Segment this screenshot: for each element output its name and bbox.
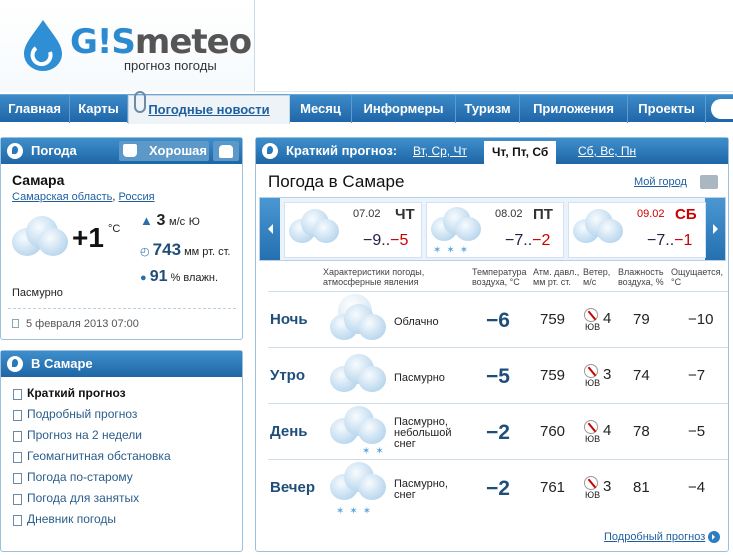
- cloud-snow-icon: [330, 460, 386, 504]
- city-menu-header: [1, 351, 242, 377]
- row-pressure: 759: [540, 311, 566, 328]
- rate-bad-button[interactable]: [213, 141, 239, 161]
- row-temperature: −2: [486, 421, 510, 444]
- print-icon[interactable]: [700, 175, 718, 189]
- current-weather-header: [1, 138, 242, 164]
- row-time: Вечер: [270, 479, 316, 496]
- current-temperature: +1: [72, 222, 104, 253]
- pressure-info: ◴ 743 мм рт. ст.: [140, 240, 231, 259]
- cloud-icon: [12, 214, 68, 260]
- logo-subtitle: прогноз погоды: [124, 58, 217, 73]
- day-date: 08.02: [495, 208, 523, 220]
- gauge-icon: ◴: [140, 246, 150, 258]
- wind-direction-icon: [584, 308, 598, 322]
- logo-wordmark: G!Smeteo: [70, 22, 252, 62]
- city-name: Самара: [12, 172, 65, 188]
- row-condition: Пасмурно: [394, 372, 445, 384]
- row-feels-like: −4: [688, 479, 706, 496]
- day-card[interactable]: [568, 202, 706, 258]
- wind-info: ▲ 3 м/с Ю: [140, 212, 200, 229]
- row-feels-like: −5: [688, 423, 706, 440]
- days-strip: [259, 197, 726, 261]
- forecast-tabs: [256, 138, 728, 164]
- wind-direction-icon: [584, 420, 598, 434]
- humidity-info: ● 91 % влажн.: [140, 268, 219, 285]
- row-time: Ночь: [270, 311, 308, 328]
- cloud-sun-icon: [330, 294, 386, 344]
- row-wind: ЮВ 3: [585, 366, 612, 388]
- tabs-label: Краткий прогноз:: [286, 143, 398, 158]
- row-pressure: 759: [540, 367, 566, 384]
- wind-direction-icon: [584, 364, 598, 378]
- paperclip-icon: [134, 91, 146, 113]
- page-title: Погода в Самаре: [268, 172, 405, 191]
- row-wind: ЮВ 4: [585, 422, 612, 444]
- city-menu-title: В Самаре: [31, 356, 93, 371]
- thumbs-down-icon: [219, 145, 233, 158]
- nav-informers[interactable]: Информеры: [352, 95, 456, 123]
- row-wind: ЮВ 3: [585, 478, 612, 500]
- nav-home[interactable]: Главная: [0, 95, 70, 123]
- next-days-arrow-icon[interactable]: [705, 198, 725, 260]
- droplet-icon: ●: [140, 272, 147, 284]
- water-drop-icon: [22, 18, 64, 72]
- menu-for-busy[interactable]: Погода для занятых: [27, 491, 140, 505]
- wind-direction-icon: [584, 476, 598, 490]
- temperature-unit: °C: [108, 223, 121, 235]
- row-pressure: 760: [540, 423, 566, 440]
- row-wind: ЮВ 4: [585, 310, 612, 332]
- snow-icon: ✶✶✶: [433, 245, 474, 256]
- table-row: [268, 403, 728, 459]
- header-banner-area: [256, 0, 733, 92]
- gismeteo-icon: [7, 356, 23, 372]
- table-row: [268, 459, 728, 525]
- main-nav: [0, 94, 733, 122]
- day-date: 07.02: [353, 208, 381, 220]
- row-pressure: 761: [540, 479, 566, 496]
- thumbs-up-icon: [123, 144, 137, 157]
- row-humidity: 81: [633, 479, 650, 496]
- menu-geomagnetic[interactable]: Геомагнитная обстановка: [27, 449, 171, 463]
- tab-sat-sun-mon[interactable]: Сб, Вс, Пн: [578, 144, 637, 158]
- tab-thu-fri-sat[interactable]: Чт, Пт, Сб: [484, 141, 556, 164]
- snow-icon: ✶✶✶: [336, 506, 377, 517]
- nav-tourism[interactable]: Туризм: [456, 95, 520, 123]
- arrow-right-icon[interactable]: [708, 531, 720, 543]
- divider: [8, 308, 236, 309]
- row-humidity: 78: [633, 423, 650, 440]
- wind-arrow-icon: ▲: [140, 213, 153, 228]
- snow-icon: ✶✶: [362, 446, 389, 457]
- prev-days-arrow-icon[interactable]: [260, 198, 280, 260]
- current-condition: Пасмурно: [12, 287, 63, 299]
- cloud-icon: [573, 207, 623, 247]
- row-feels-like: −10: [688, 311, 714, 328]
- day-temps: −7..−2: [505, 232, 551, 249]
- site-logo[interactable]: [0, 0, 255, 92]
- calendar-icon: [12, 319, 19, 328]
- row-humidity: 74: [633, 367, 650, 384]
- row-temperature: −6: [486, 309, 510, 332]
- col-header-humidity: Влажность воздуха, %: [618, 267, 664, 287]
- search-input[interactable]: [711, 99, 733, 119]
- menu-brief-forecast[interactable]: Краткий прогноз: [27, 386, 126, 400]
- row-condition: Пасмурно, снег: [394, 478, 448, 501]
- row-temperature: −2: [486, 477, 510, 500]
- my-city-link[interactable]: Мой город: [634, 176, 687, 188]
- day-weekday: ПТ: [533, 206, 553, 223]
- menu-two-weeks[interactable]: Прогноз на 2 недели: [27, 428, 143, 442]
- rate-good-button[interactable]: Хорошая: [119, 141, 209, 161]
- row-temperature: −5: [486, 365, 510, 388]
- cloud-icon: [330, 352, 386, 398]
- col-header-pressure: Атм. давл., мм рт. ст.: [533, 267, 580, 287]
- gismeteo-icon: [7, 143, 23, 159]
- row-time: День: [270, 423, 308, 440]
- col-header-desc: Характеристики погоды, атмосферные явления: [323, 267, 425, 287]
- nav-apps[interactable]: Приложения: [520, 95, 628, 123]
- day-card[interactable]: [284, 202, 422, 258]
- cloud-snow-icon: [330, 404, 386, 448]
- nav-month[interactable]: Месяц: [290, 95, 352, 123]
- gismeteo-icon: [262, 143, 278, 159]
- day-temps: −7..−1: [647, 232, 693, 249]
- nav-maps[interactable]: Карты: [70, 95, 128, 123]
- table-row: [268, 347, 728, 403]
- tab-tue-wed-thu[interactable]: Вт, Ср, Чт: [413, 144, 467, 158]
- day-card[interactable]: [426, 202, 564, 258]
- col-header-wind: Ветер, м/с: [583, 267, 611, 287]
- nav-weather-news[interactable]: Погодные новости: [128, 95, 290, 124]
- country-link[interactable]: Россия: [118, 191, 155, 203]
- row-condition: Облачно: [394, 316, 439, 328]
- current-weather-title: Погода: [31, 143, 77, 158]
- nav-projects[interactable]: Проекты: [628, 95, 706, 123]
- menu-detailed-forecast[interactable]: Подробный прогноз: [27, 407, 138, 421]
- table-row: [268, 291, 728, 347]
- day-weekday: ЧТ: [395, 206, 415, 223]
- col-header-temp: Температура воздуха, °C: [472, 267, 527, 287]
- menu-old-style[interactable]: Погода по-старому: [27, 470, 133, 484]
- row-time: Утро: [270, 367, 306, 384]
- day-date: 09.02: [637, 208, 665, 220]
- row-humidity: 79: [633, 311, 650, 328]
- cloud-snow-icon: [431, 205, 481, 245]
- row-feels-like: −7: [688, 367, 706, 384]
- menu-diary[interactable]: Дневник погоды: [27, 512, 117, 526]
- col-header-feels: Ощущается, °C: [671, 267, 724, 287]
- region-link[interactable]: Самарская область: [12, 191, 113, 203]
- region-line: Самарская область, Россия: [12, 191, 155, 203]
- day-temps: −9..−5: [363, 232, 409, 249]
- detailed-forecast-link[interactable]: Подробный прогноз: [604, 531, 706, 543]
- day-weekday: СБ: [675, 206, 697, 223]
- row-condition: Пасмурно, небольшой снег: [394, 416, 452, 450]
- observation-date: 5 февраля 2013 07:00: [26, 318, 139, 330]
- cloud-icon: [289, 207, 339, 247]
